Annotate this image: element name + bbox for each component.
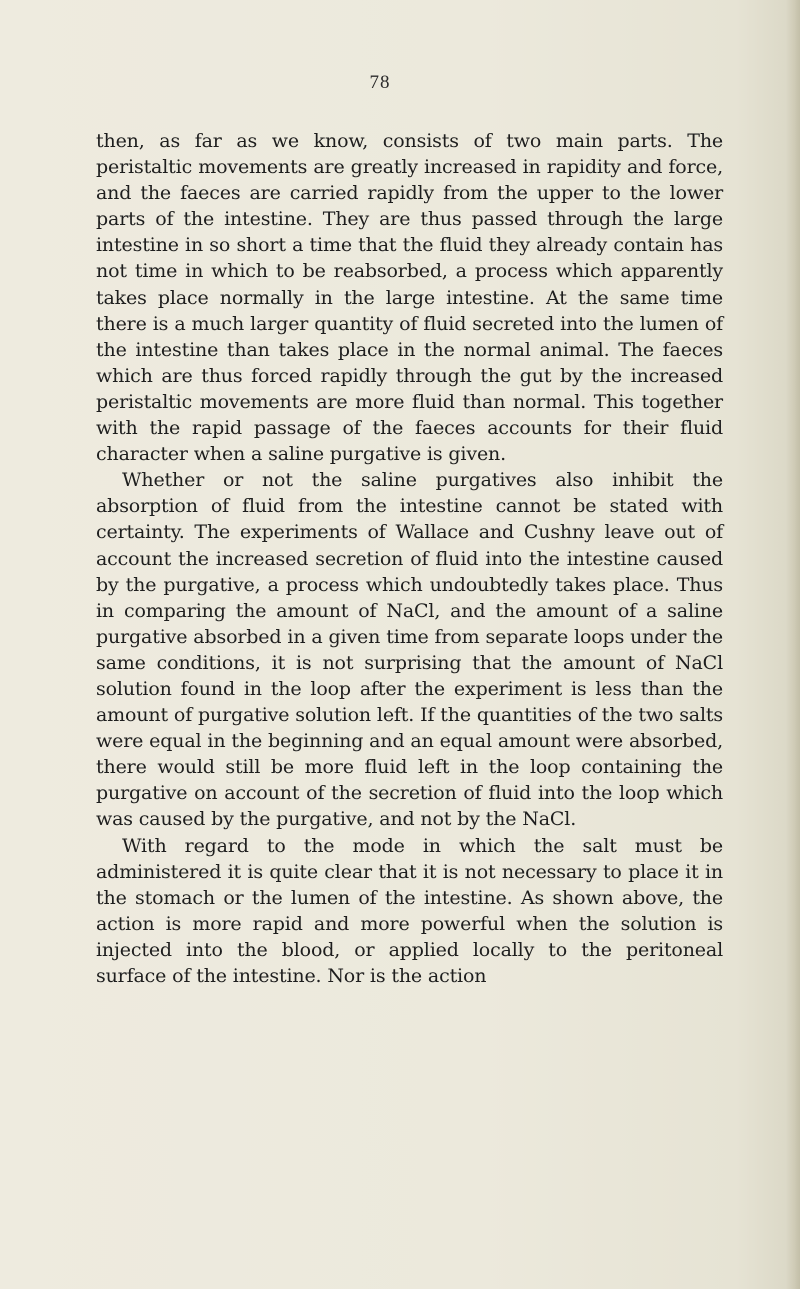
page-number: 78 bbox=[369, 72, 391, 93]
body-text bbox=[96, 128, 723, 989]
paragraph-2: Whether or not the saline purgatives also inhibit the absorption of fluid from the intestine cannot be stated with certainty. The experiments of Wallace and Cushny leave out of account the increased secretion of fluid into the intestine caused by the purgative, a process which undoubtedly takes place. Thus in comparing the amount of NaCl, and the amount of a saline purgative absorbed in a given time from separate loops under the same conditions, it is not surprising that the amount of NaCl solution found in the loop after the experiment is less than the amount of purgative solution left. If the quantities of the two salts were equal in the beginning and an equal amount were absorbed, there would still be more fluid left in the loop containing the purgative on account of the secretion of fluid into the loop which was caused by the purgative, and not by the NaCl. bbox=[96, 469, 723, 831]
paragraph-1: then, as far as we know, consists of two main parts. The peristaltic movements are greatly increased in rapidity and force, and the faeces are carried rapidly from the upper to the lower parts of the intestine. They are thus passed through the large intestine in so short a time that the fluid they already contain has not time in which to be reabsorbed, a process which apparently takes place normally in the large intestine. At the same time there is a much larger quantity of fluid secreted into the lumen of the intestine than takes place in the normal animal. The faeces which are thus forced rapidly through the gut by the increased peristaltic movements are more fluid than normal. This together with the rapid passage of the faeces accounts for their fluid character when a saline purgative is given. bbox=[96, 130, 723, 466]
paragraph-3: With regard to the mode in which the salt must be administered it is quite clear that it is not necessary to place it in the stomach or the lumen of the intestine. As shown above, the action is more rapid and more powerful when the solution is injected into the blood, or applied locally to the peritoneal surface of the intestine. Nor is the action bbox=[96, 834, 723, 987]
page-edge-shadow bbox=[786, 0, 800, 1289]
